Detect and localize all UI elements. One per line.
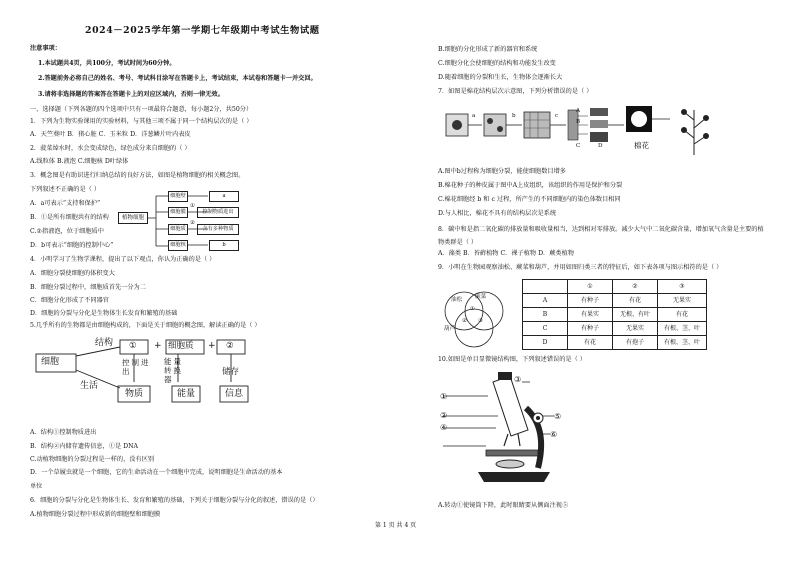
q4-option-b: B．细胞分裂过程中，细胞质首先一分为二: [30, 284, 146, 291]
table-cell: C: [523, 322, 568, 336]
q7-option-c: C.棉花细胞经 b 和 c 过程，所产生的不同细胞内的染色体数目相同: [438, 196, 621, 203]
table-cell: 有孢子: [613, 336, 658, 350]
q9-venn-fern: 蕨菜: [475, 294, 487, 300]
q8-stem: 8．碳中和是指二氧化碳的排放量和吸收量相当，达到相对零排放。减少大气中二氧化碳含量，增加氧气含量是主要的植物类群是（ ）: [438, 226, 764, 246]
q3-box-control: 控制物质进出: [197, 207, 239, 218]
q2-stem: 2．菠菜焯水时，水会变成绿色，绿色成分来自细胞的（ ）: [30, 145, 191, 152]
table-cell: 有花: [658, 308, 707, 322]
q3-box-membrane: 细胞膜: [168, 207, 188, 218]
q10-microscope-figure: [438, 368, 568, 488]
q3-box-cytoplasm: 细胞质: [168, 224, 188, 235]
q5-box-energy: 能量: [177, 389, 196, 399]
q5-store-label: 储存: [222, 367, 240, 377]
q7-option-a: A.图中b过程称为细胞分裂，能使细胞数目增多: [438, 168, 566, 175]
q3-option-b: B．①是所有细胞共有的结构: [30, 214, 109, 221]
q5-box-cytoplasm: 细胞质: [168, 341, 194, 351]
q3-center-box: 植物细胞: [118, 212, 148, 224]
q10-stem: 10.如图是单目显微镜结构图，下列叙述错误的是（ ）: [438, 356, 586, 363]
q7-option-d: D.与人相比，棉花不具有的结构层次是系统: [438, 210, 557, 217]
table-cell: 有根、茎、叶: [658, 336, 707, 350]
q1-options: A．天竺葵叶 B．猪心脏 C．玉米粒 D．洋葱鳞片叶内表皮: [30, 131, 191, 138]
q5-box-info: 信息: [225, 389, 244, 399]
q7-label-B: B: [576, 119, 581, 125]
q7-label-a: a: [472, 113, 476, 119]
table-cell: 有果实: [568, 308, 613, 322]
section-heading: 一、选择题（下列各题的四个选项中只有一项最符合题意，每小题2分，共50分）: [30, 106, 253, 113]
table-cell: 有种子: [568, 322, 613, 336]
table-row: [523, 336, 707, 350]
table-cell: 无果实: [658, 294, 707, 308]
table-header-cell: ①: [568, 280, 613, 294]
note-1: 1.本试题共4页，共100分，考试时间为60分钟。: [38, 60, 176, 67]
q6-stem: 6．细胞的分裂与分化是生物体生长、发育和繁殖的基础，下列关于细胞分裂与分化的叙述，错误的是（）: [30, 497, 319, 504]
table-header-cell: [523, 280, 568, 294]
q3-box-nucleus: 细胞核: [168, 240, 188, 251]
q3-option-c: C.②指液泡，位于细胞质中: [30, 228, 104, 235]
q5-box-2: ②: [226, 341, 234, 351]
table-cell: B: [523, 308, 568, 322]
table-cell: 无果实: [613, 322, 658, 336]
q10-option-a: A.转动①使镜筒下降，此时眼睛要从侧面注视⑤: [438, 502, 569, 509]
q7-label-c: c: [555, 113, 559, 119]
q9-table: [522, 279, 707, 350]
q7-label-C: C: [576, 143, 581, 149]
q9-venn-2: ②: [462, 318, 468, 324]
q6-option-d: D.随着细胞的分裂和生长，生物体会逐渐长大: [438, 74, 563, 81]
table-row: [523, 322, 707, 336]
q7-stem: 7．如图是棉花结构层次示意图，下列分析错误的是（ ）: [438, 88, 593, 95]
q5-structure-label: 结构: [95, 338, 114, 348]
q7-label-D: D: [598, 143, 603, 149]
q3-stem: 3．概念图是有助识进行归纳总结的良好方法，如图是植物细胞的相关概念图。: [30, 172, 245, 179]
q10-mark-6: ⑥: [550, 430, 558, 439]
q9-stem: 9．小明在生物园观察油松、蕨菜和葫芦，并用如图归类三者的特征后，如下表各项与图示相符的是（ ）: [438, 264, 723, 271]
q5-control-label: 控制进出: [122, 358, 151, 376]
table-header-cell: ③: [658, 280, 707, 294]
q5-box-matter: 物质: [125, 389, 144, 399]
q5-cell-label: 细胞: [41, 357, 60, 367]
q4-stem: 4．小明学习了生物学课程，提出了以下观点，你认为正确的是（ ）: [30, 256, 216, 263]
q5-option-d: D．一个草履虫就是一个细胞，它的生命活动在一个细胞中完成，说明细胞是生命活动的基本: [30, 469, 283, 476]
q10-mark-5: ⑤: [554, 412, 562, 421]
table-header-row: [523, 280, 707, 294]
q6-option-b: B.细胞的分化形成了新的器官和系统: [438, 46, 538, 53]
notes-heading: 注意事项：: [30, 45, 61, 52]
note-3: 3.请将非选择题的答案答在答题卡上的对应区域内，否则一律无效。: [38, 91, 224, 98]
q5-option-a: A．结构①控制物质进出: [30, 429, 97, 436]
table-cell: 有花: [613, 294, 658, 308]
q7-label-cotton: 棉花: [634, 141, 649, 150]
table-cell: D: [523, 336, 568, 350]
q5-plus-2: +: [208, 341, 216, 351]
table-cell: 无根、有叶: [613, 308, 658, 322]
table-cell: 有根、茎、叶: [658, 322, 707, 336]
q5-plus-1: +: [154, 341, 162, 351]
q3-mark-1: ①: [190, 203, 196, 209]
table-row: [523, 294, 707, 308]
q7-cotton-figure: [444, 100, 724, 162]
q3-mark-2: ②: [190, 220, 196, 226]
q9-venn-1: ①: [470, 306, 476, 312]
q3-box-b: b: [209, 240, 239, 251]
q7-label-b: b: [512, 113, 516, 119]
q9-venn-3: ③: [478, 318, 484, 324]
q6-option-a: A.植物细胞分裂过程中形成新的细胞壁和细胞膜: [30, 511, 161, 518]
q10-mark-3: ③: [514, 375, 522, 384]
table-row: [523, 308, 707, 322]
q3-option-a: A．a可表示“支持和保护”: [30, 200, 101, 207]
page-footer: 第 1 页 共 4 页: [375, 522, 417, 529]
q7-label-A: A: [576, 108, 581, 114]
table-cell: 有种子: [568, 294, 613, 308]
q1-stem: 1．下列为生物实验课用的实验材料，与其他三项不属于同一个结构层次的是（ ）: [30, 118, 253, 125]
q3-option-d: D．b可表示“细胞的控制中心”: [30, 242, 114, 249]
q5-stem: 5.几乎所有的生物都是由细胞构成的，下面是关于细胞的概念图，解读正确的是（ ）: [30, 322, 261, 329]
note-2: 2.答题前务必将自己的姓名、考号、考试科目涂写在答题卡上，考试结束，本试卷和答题卡一并交回。: [38, 75, 317, 82]
q10-mark-1: ①: [440, 392, 448, 401]
q4-option-c: C．细胞分化形成了不同器官: [30, 297, 109, 304]
q10-mark-2: ②: [440, 411, 448, 420]
q9-venn-pine: 油松: [451, 297, 463, 303]
table-header-cell: ②: [613, 280, 658, 294]
q9-venn-gourd: 葫芦: [444, 326, 456, 332]
q5-option-c: C.动植物细胞的分裂过程是一样的，没有区别: [30, 456, 155, 463]
q5-option-d-cont: 单位: [30, 483, 43, 490]
table-cell: A: [523, 294, 568, 308]
q7-option-b: B.棉花种子的种皮属于图中A上皮组织，该组织的作用是保护和分裂: [438, 182, 623, 189]
q3-box-a: a: [209, 191, 239, 202]
q5-converter-label: 能量转换器: [164, 357, 183, 384]
q3-box-substances: 含有多种物质: [197, 224, 239, 235]
q8-options: A．藻类 B．苔藓植物 C．裸子植物 D．蕨类植物: [438, 250, 574, 257]
q5-option-b: B．结构②内储存遗传信息，①是 DNA: [30, 443, 138, 450]
q5-box-1: ①: [129, 341, 137, 351]
q4-option-d: D．细胞的分裂与分化是生物体生长发育和繁殖的基础: [30, 310, 178, 317]
q4-option-a: A．细胞分裂使细胞的体积变大: [30, 270, 115, 277]
table-cell: 有花: [568, 336, 613, 350]
q2-options: A.线粒体 B.液泡 C.细胞核 D叶绿体: [30, 158, 129, 165]
q3-stem-b: 下列叙述不正确的是（ ）: [30, 186, 101, 193]
page-title: 2024－2025学年第一学期七年级期中考试生物试题: [85, 25, 320, 36]
q10-mark-4: ④: [440, 423, 448, 432]
q3-box-wall: 细胞壁: [168, 191, 188, 202]
q6-option-c: C.细胞分化会使细胞的结构和功能发生改变: [438, 60, 556, 67]
q5-life-label: 生活: [80, 381, 99, 391]
